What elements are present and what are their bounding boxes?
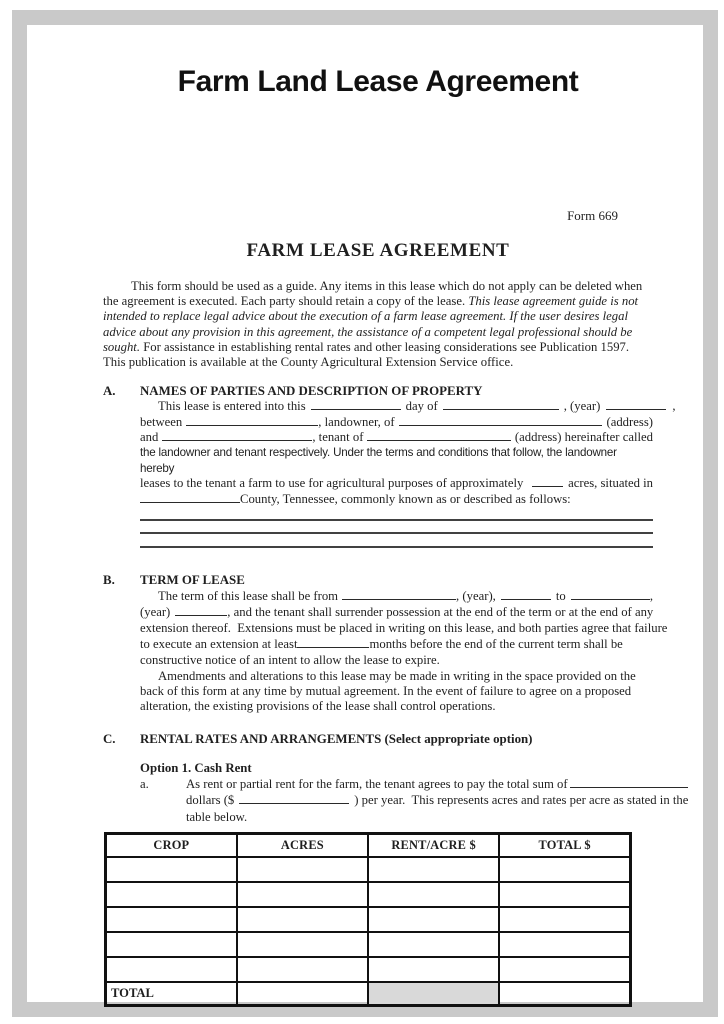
- col-header-acres: ACRES: [237, 834, 368, 858]
- section-b-line-4: [140, 636, 653, 652]
- section-c-letter: C.: [103, 731, 116, 746]
- acres-cell[interactable]: [237, 907, 368, 932]
- crop-rent-table: [104, 832, 632, 1007]
- table-row: [106, 932, 631, 957]
- section-a-letter: A.: [103, 384, 116, 399]
- text-segment: (address): [606, 414, 653, 429]
- table-row: [106, 857, 631, 882]
- item-a-line-3: [186, 809, 688, 825]
- text-segment: and: [140, 430, 159, 445]
- form-number: Form 669: [567, 208, 618, 223]
- description-write-line-1[interactable]: [140, 519, 653, 521]
- rent-per-acre-cell[interactable]: [368, 957, 499, 982]
- section-b-paragraph-2: Amendments and alterations to this lease may be made in writing in the space provided on the back of this form at any time by mutual agreement. In the event of failure to agree on a proposed alteration, the existing provisions of the lease shall control operations.: [140, 668, 639, 714]
- blank-acres[interactable]: [532, 484, 563, 487]
- blank-total-sum-words[interactable]: [570, 785, 689, 788]
- section-b-line-1: [140, 588, 653, 604]
- text-segment: extension thereof. Extensions must be placed in writing on this lease, and both parties agree that failure: [140, 620, 668, 635]
- text-segment: to execute an extension at least: [140, 637, 298, 652]
- section-a-body: [140, 399, 676, 547]
- document-page: [27, 25, 703, 1002]
- section-b-letter: B.: [103, 572, 115, 587]
- text-segment: dollars ($: [186, 793, 235, 808]
- blank-county[interactable]: [140, 500, 240, 503]
- option-1-heading: Option 1. Cash Rent: [140, 760, 252, 775]
- document-title: FARM LEASE AGREEMENT: [246, 240, 510, 261]
- intro-text-2: For assistance in establishing rental rates and other leasing considerations see Publication 1597. This publication is available at the County Agricultural Extension Service office.: [103, 339, 633, 370]
- rent-per-acre-cell[interactable]: [368, 882, 499, 907]
- acres-cell[interactable]: [237, 857, 368, 882]
- text-segment: This lease is entered into this: [158, 399, 306, 414]
- total-amount-cell[interactable]: [499, 982, 630, 1006]
- text-segment: months before the end of the current term shall be: [369, 637, 623, 652]
- acres-cell[interactable]: [237, 932, 368, 957]
- col-header-crop: CROP: [106, 834, 237, 858]
- blank-extension-months[interactable]: [297, 645, 369, 648]
- blank-term-to-year[interactable]: [175, 613, 227, 616]
- text-segment: County, Tennessee, commonly known as or described as follows:: [240, 491, 571, 506]
- blank-total-sum-number[interactable]: [239, 801, 349, 804]
- total-rent-shaded-cell: [368, 982, 499, 1006]
- section-a-line-2: [140, 415, 653, 430]
- description-write-line-3[interactable]: [140, 546, 653, 548]
- item-a-letter: a.: [140, 776, 149, 791]
- item-a-line-2: [186, 792, 688, 808]
- item-a-body: [186, 776, 688, 825]
- total-cell[interactable]: [499, 957, 630, 982]
- section-a-line-3: [140, 430, 653, 445]
- page-title: Farm Land Lease Agreement: [177, 65, 579, 98]
- section-a-line-4: the landowner and tenant respectively. Under the terms and conditions that follow, the landowner hereby: [140, 446, 617, 475]
- col-header-total: TOTAL $: [499, 834, 630, 858]
- crop-cell[interactable]: [106, 907, 237, 932]
- section-b-heading-row: [103, 573, 653, 588]
- text-segment: , landowner, of: [318, 414, 395, 429]
- acres-cell[interactable]: [237, 957, 368, 982]
- text-segment: ,: [672, 399, 676, 414]
- description-write-line-2[interactable]: [140, 532, 653, 534]
- section-b-heading: TERM OF LEASE: [140, 572, 245, 587]
- blank-day[interactable]: [311, 407, 401, 410]
- text-segment: (year): [140, 604, 171, 619]
- section-a-line-5: [140, 476, 653, 491]
- rent-per-acre-cell[interactable]: [368, 907, 499, 932]
- section-c-heading-row: [103, 732, 653, 747]
- rent-per-acre-cell[interactable]: [368, 932, 499, 957]
- blank-landowner-name[interactable]: [186, 423, 318, 426]
- text-segment: , (year),: [456, 588, 496, 603]
- col-header-rent-per-acre: RENT/ACRE $: [368, 834, 499, 858]
- property-description-lines: [140, 519, 653, 548]
- intro-text-1: This form should be used as a guide. Any items in this lease which do not apply can be deleted when the agreement is executed. Each party should retain a copy of the lease.: [103, 279, 646, 309]
- intro-paragraph: [103, 279, 653, 370]
- text-segment: , tenant of: [312, 430, 364, 445]
- table-row: [106, 907, 631, 932]
- item-a: [140, 776, 689, 825]
- crop-cell[interactable]: [106, 857, 237, 882]
- text-segment: ,: [649, 588, 653, 603]
- blank-tenant-address[interactable]: [367, 438, 511, 441]
- text-segment: , (year): [563, 399, 601, 414]
- total-acres-cell[interactable]: [237, 982, 368, 1006]
- text-segment: The term of this lease shall be from: [158, 588, 339, 603]
- blank-term-to-date[interactable]: [571, 597, 650, 600]
- text-segment: ) per year. This represents acres and rates per acre as stated in the: [354, 793, 689, 808]
- section-a-line-1: [140, 399, 676, 414]
- text-segment: , and the tenant shall surrender possession at the end of the term or at the end of any: [227, 604, 654, 619]
- section-a-heading: NAMES OF PARTIES AND DESCRIPTION OF PROPERTY: [140, 384, 483, 399]
- total-cell[interactable]: [499, 932, 630, 957]
- table-row: [106, 882, 631, 907]
- table-header-row: [106, 834, 631, 858]
- text-segment: between: [140, 414, 183, 429]
- intro-text-italic: This lease agreement guide is not intended to replace legal advice about the execution of a farm lease agreement. If the user desires legal advice about any provision in this agreement, the assistance of a competent legal professional should be sought.: [103, 294, 642, 354]
- section-a-heading-row: [103, 384, 653, 399]
- section-b-body: [140, 588, 668, 715]
- text-segment: As rent or partial rent for the farm, the tenant agrees to pay the total sum of: [186, 776, 568, 791]
- total-cell[interactable]: [499, 907, 630, 932]
- item-a-line-1: [186, 776, 688, 792]
- text-segment: leases to the tenant a farm to use for agricultural purposes of approximately: [140, 476, 524, 491]
- table-total-row: [106, 982, 631, 1006]
- crop-cell[interactable]: [106, 882, 237, 907]
- acres-cell[interactable]: [237, 882, 368, 907]
- text-segment: acres, situated in: [568, 476, 653, 491]
- text-segment: table below.: [186, 809, 248, 824]
- section-b-line-2: [140, 604, 653, 620]
- table-row: [106, 957, 631, 982]
- section-a-line-6: [140, 492, 653, 507]
- section-b-line-3: [140, 620, 668, 636]
- text-segment: constructive notice of an intent to allow the lease to expire.: [140, 653, 440, 668]
- blank-tenant-name[interactable]: [162, 438, 312, 441]
- blank-year[interactable]: [606, 407, 666, 410]
- blank-term-from-year[interactable]: [501, 597, 551, 600]
- text-segment: to: [555, 588, 566, 603]
- text-segment: (address) hereinafter called: [514, 430, 653, 445]
- total-cell[interactable]: [499, 882, 630, 907]
- blank-month[interactable]: [443, 407, 559, 410]
- section-c-heading: RENTAL RATES AND ARRANGEMENTS (Select appropriate option): [140, 731, 533, 746]
- crop-cell[interactable]: [106, 932, 237, 957]
- blank-landowner-address[interactable]: [399, 423, 603, 426]
- text-segment: day of: [405, 399, 438, 414]
- total-cell[interactable]: [499, 857, 630, 882]
- total-label-cell: TOTAL: [106, 982, 237, 1006]
- section-b-line-5: [140, 652, 653, 668]
- rent-per-acre-cell[interactable]: [368, 857, 499, 882]
- crop-cell[interactable]: [106, 957, 237, 982]
- blank-term-from-date[interactable]: [342, 597, 456, 600]
